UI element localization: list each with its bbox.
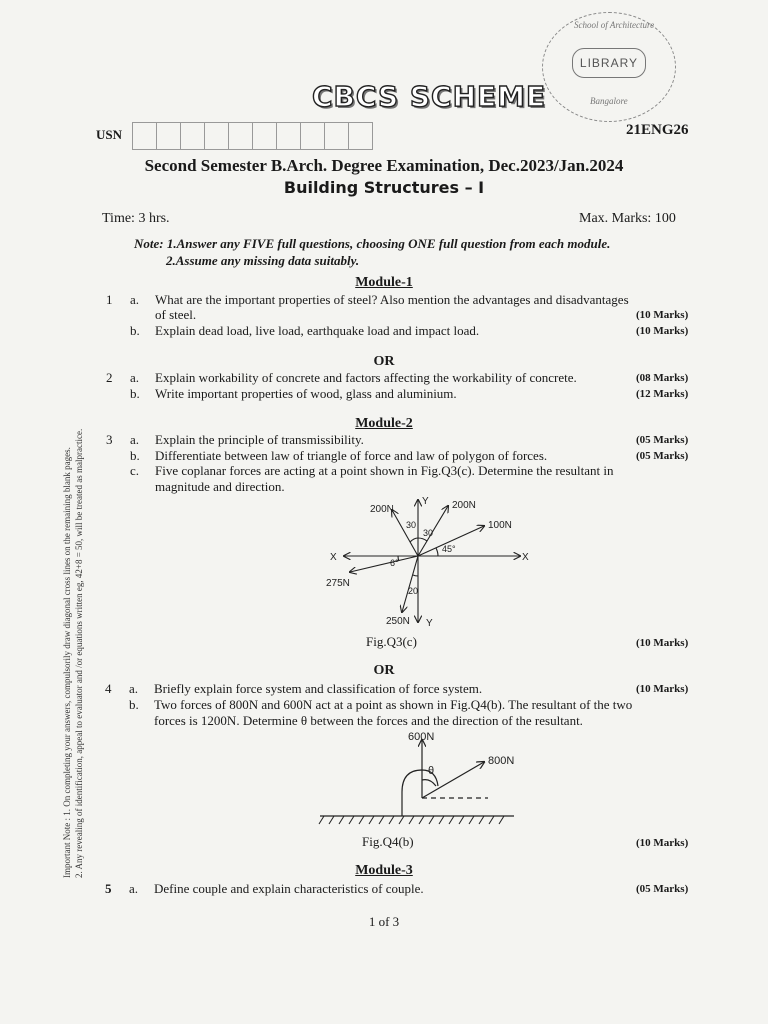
- q2b-text: Write important properties of wood, glass and aluminium.: [155, 386, 457, 401]
- angle-arc-3: [436, 548, 438, 556]
- q2a-marks: (08 Marks): [636, 372, 689, 384]
- q3a-text: Explain the principle of transmissibility.: [155, 432, 364, 447]
- q1b-label: b.: [130, 323, 140, 338]
- usn-box: [348, 122, 373, 150]
- ground-hatch: [419, 816, 424, 824]
- ground-hatch: [399, 816, 404, 824]
- label-250n: 250N: [386, 616, 410, 627]
- q3c-text-2: magnitude and direction.: [155, 479, 285, 494]
- angle-label-6: 6°: [390, 558, 399, 568]
- fig-q4b-diagram: [318, 728, 518, 828]
- module-1-heading: Module-1: [355, 275, 413, 290]
- q3b-text: Differentiate between law of triangle of force and law of polygon of forces.: [155, 448, 548, 463]
- note-line-2: 2.Assume any missing data suitably.: [166, 253, 360, 268]
- q3b-marks: (05 Marks): [636, 450, 689, 462]
- q4b-marks: (10 Marks): [636, 837, 689, 849]
- ground-hatch: [389, 816, 394, 824]
- ground-hatch: [359, 816, 364, 824]
- or-1: OR: [373, 354, 395, 369]
- q4b-text-1: Two forces of 800N and 600N act at a point as shown in Fig.Q4(b). The resultant of the two: [154, 697, 633, 712]
- q4a-label: a.: [129, 681, 139, 696]
- label-800n: 800N: [488, 755, 515, 767]
- scheme-banner: CBCS SCHEME: [312, 80, 547, 113]
- angle-label-30-right: 30: [423, 528, 434, 538]
- note-line-1: Note: 1.Answer any FIVE full questions, choosing ONE full question from each module.: [134, 236, 611, 251]
- ground-hatch: [369, 816, 374, 824]
- usn-box: [252, 122, 277, 150]
- q2b-label: b.: [130, 386, 140, 401]
- stamp-center: LIBRARY: [572, 48, 646, 78]
- q3c-marks: (10 Marks): [636, 637, 689, 649]
- label-600n: 600N: [408, 731, 435, 743]
- q1a-marks: (10 Marks): [636, 309, 689, 321]
- q1b-marks: (10 Marks): [636, 325, 689, 337]
- page-number: 1 of 3: [368, 914, 400, 929]
- or-2: OR: [373, 663, 395, 678]
- ground-hatch: [459, 816, 464, 824]
- ground-hatch: [329, 816, 334, 824]
- q4a-marks: (10 Marks): [636, 683, 689, 695]
- ground-hatch: [349, 816, 354, 824]
- ground-hatch: [489, 816, 494, 824]
- side-note-2: 2. Any revealing of identification, appeal to evaluator and /or equations written eg, 42+8 = 50, will be treated as malpractice.: [74, 428, 84, 878]
- q3c-label: c.: [130, 463, 140, 478]
- ground-hatch: [449, 816, 454, 824]
- q4b-text-2: forces is 1200N. Determine θ between the forces and the direction of the resultant.: [154, 713, 583, 728]
- angle-label-20: 20: [408, 586, 419, 596]
- subject-code: 21ENG26: [626, 122, 689, 138]
- angle-arc-5: [413, 575, 418, 576]
- force-200n-left: [392, 510, 418, 556]
- module-2-heading: Module-2: [355, 416, 413, 431]
- usn-boxes: [132, 122, 372, 150]
- ground-hatch: [439, 816, 444, 824]
- q1-number: 1: [106, 292, 113, 307]
- q5a-label: a.: [129, 881, 139, 896]
- force-250n: [402, 556, 418, 612]
- label-275n: 275N: [326, 578, 350, 589]
- ground-hatch: [429, 816, 434, 824]
- ground-hatch: [409, 816, 414, 824]
- label-axis-x-right: X: [522, 552, 529, 563]
- q2a-label: a.: [130, 370, 140, 385]
- q1a-label: a.: [130, 292, 140, 307]
- ground-hatch: [499, 816, 504, 824]
- q5a-text: Define couple and explain characteristics of couple.: [154, 881, 424, 896]
- ground-hatch: [379, 816, 384, 824]
- fig-q3c-caption: Fig.Q3(c): [366, 634, 417, 649]
- angle-label-45: 45°: [442, 544, 456, 554]
- label-100n: 100N: [488, 520, 512, 531]
- q3-number: 3: [106, 432, 113, 447]
- ground-hatch: [319, 816, 324, 824]
- q3a-marks: (05 Marks): [636, 434, 689, 446]
- q5-number: 5: [105, 881, 112, 896]
- fig-q4b-caption: Fig.Q4(b): [362, 834, 414, 849]
- q1a-text-2: of steel.: [155, 307, 197, 322]
- stamp-arc-bottom: Bangalore: [590, 96, 628, 106]
- side-note-1: Important Note : 1. On completing your answers, compulsorily draw diagonal cross lines on the remaining blank pages.: [62, 447, 72, 878]
- fig-q3c-diagram: [322, 494, 532, 632]
- label-theta: θ: [428, 765, 435, 777]
- q4a-text: Briefly explain force system and classification of force system.: [154, 681, 483, 696]
- module-3-heading: Module-3: [355, 863, 413, 878]
- angle-label-30-left: 30: [406, 520, 417, 530]
- q2-number: 2: [106, 370, 113, 385]
- q2a-text: Explain workability of concrete and factors affecting the workability of concrete.: [155, 370, 577, 385]
- ground-hatch: [469, 816, 474, 824]
- q2b-marks: (12 Marks): [636, 388, 689, 400]
- usn-box: [180, 122, 205, 150]
- label-axis-x-left: X: [330, 552, 337, 563]
- label-200n-left: 200N: [370, 504, 394, 515]
- subject-title: Building Structures – I: [283, 178, 485, 197]
- usn-box: [204, 122, 229, 150]
- theta-arc: [422, 780, 436, 786]
- usn-label: USN: [96, 127, 123, 142]
- q3b-label: b.: [130, 448, 140, 463]
- angle-arc-2: [418, 538, 427, 541]
- force-275n: [350, 556, 418, 572]
- usn-box: [276, 122, 301, 150]
- ground-hatch: [339, 816, 344, 824]
- label-axis-y-top: Y: [422, 496, 429, 507]
- angle-arc-1: [410, 538, 418, 542]
- time-label: Time: 3 hrs.: [102, 211, 170, 226]
- label-axis-y-bottom: Y: [426, 618, 433, 629]
- exam-title: Second Semester B.Arch. Degree Examination, Dec.2023/Jan.2024: [144, 156, 624, 175]
- q1b-text: Explain dead load, live load, earthquake load and impact load.: [155, 323, 480, 338]
- ground-hatch: [479, 816, 484, 824]
- q4b-label: b.: [129, 697, 139, 712]
- q4-number: 4: [105, 681, 112, 696]
- q1a-text-1: What are the important properties of steel? Also mention the advantages and disadvantages: [155, 292, 629, 307]
- q5a-marks: (05 Marks): [636, 883, 689, 895]
- label-200n-right: 200N: [452, 500, 476, 511]
- stamp-arc-top: School of Architecture: [574, 20, 655, 30]
- usn-box: [228, 122, 253, 150]
- max-marks: Max. Marks: 100: [579, 211, 676, 226]
- usn-box: [324, 122, 349, 150]
- usn-box: [300, 122, 325, 150]
- q3c-text-1: Five coplanar forces are acting at a point shown in Fig.Q3(c). Determine the resultant in: [155, 463, 614, 478]
- usn-box: [156, 122, 181, 150]
- usn-box: [132, 122, 157, 150]
- q3a-label: a.: [130, 432, 140, 447]
